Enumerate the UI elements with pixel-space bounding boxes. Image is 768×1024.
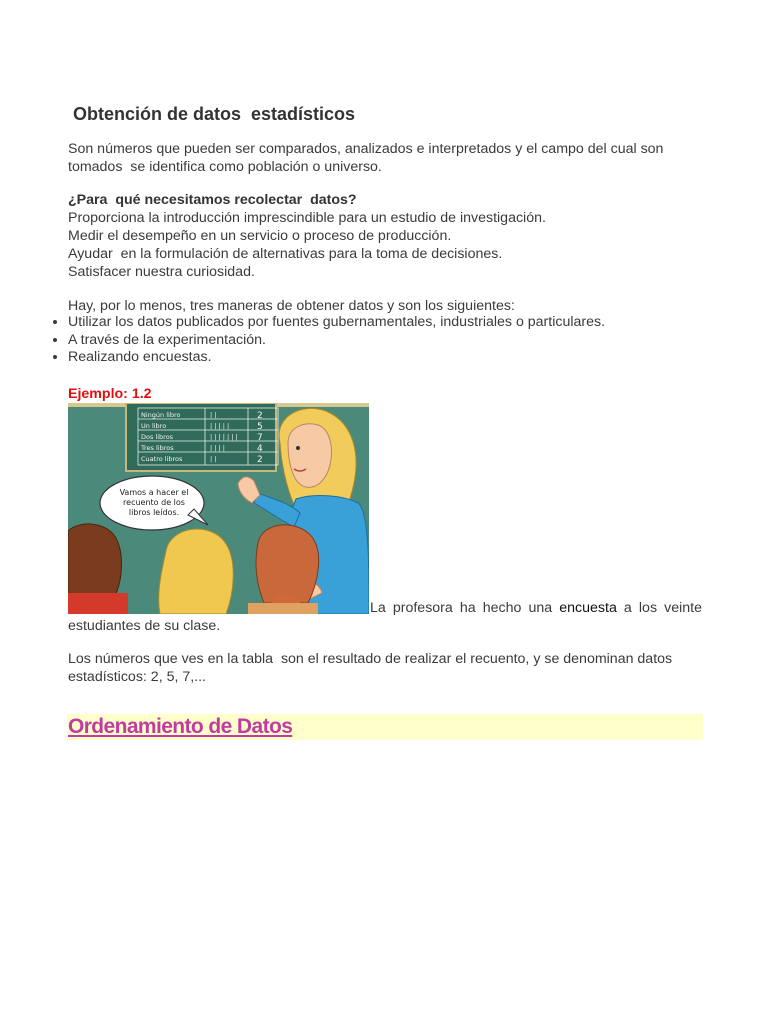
caption-text: a los veinte (616, 600, 702, 616)
table-row-count: 5 (257, 422, 263, 432)
figure-caption-continued: estudiantes de su clase. (68, 618, 221, 634)
classroom-illustration (68, 403, 369, 614)
table-row-count: 4 (257, 444, 263, 454)
reason-line-4: Satisfacer nuestra curiosidad. (68, 264, 255, 280)
example-label: Ejemplo: 1.2 (68, 386, 152, 402)
list-item: • Realizando encuestas. (68, 349, 768, 367)
table-row-label: Cuatro libros (141, 455, 183, 463)
table-row-tally: | | | | | | | (210, 433, 238, 441)
methods-intro: Hay, por lo menos, tres maneras de obtener datos y son los siguientes: (68, 298, 515, 314)
table-row-label: Ningún libro (141, 411, 181, 419)
reason-line-1: Proporciona la introducción imprescindible para un estudio de investigación. (68, 210, 546, 226)
caption-keyword: encuesta (559, 600, 617, 616)
list-item: • A través de la experimentación. (68, 332, 768, 350)
students-figure (68, 524, 319, 614)
result-paragraph: Los números que ves en la tabla son el resultado de realizar el recuento, y se denominan datos estadísticos: 2, 5, 7,... (68, 651, 677, 685)
reason-line-3: Ayudar en la formulación de alternativas para la toma de decisiones. (68, 246, 503, 262)
table-row-tally: | | | | (210, 444, 225, 452)
speech-bubble-line: libros leídos. (128, 508, 180, 517)
reason-line-2: Medir el desempeño en un servicio o proceso de producción. (68, 228, 452, 244)
caption-text: La profesora ha hecho una (370, 600, 560, 616)
illustration-svg (68, 403, 369, 614)
list-item: • Utilizar los datos publicados por fuentes gubernamentales, industriales o particulares. (68, 314, 768, 332)
speech-bubble-line: recuento de los (123, 498, 185, 507)
table-row-count: 2 (257, 455, 263, 465)
question-heading: ¿Para qué necesitamos recolectar datos? (68, 192, 357, 208)
table-row-label: Dos libros (141, 433, 174, 441)
methods-list (0, 314, 768, 367)
table-row-tally: | | | | | (210, 422, 230, 430)
section-heading: Ordenamiento de Datos (68, 715, 293, 738)
page-title: Obtención de datos estadísticos (73, 104, 356, 124)
table-row-tally: | | (210, 455, 217, 463)
speech-bubble-line: Vamos a hacer el (119, 488, 189, 497)
table-row-tally: | | (210, 411, 217, 419)
figure-caption (370, 599, 702, 617)
table-row-label: Un libro (141, 422, 167, 430)
table-row-label: Tres libros (141, 444, 174, 452)
intro-paragraph: Son números que pueden ser comparados, analizados e interpretados y el campo del cual son tomados se identifica como población o universo. (68, 141, 668, 175)
table-row-count: 7 (257, 433, 263, 443)
table-row-count: 2 (257, 411, 263, 421)
